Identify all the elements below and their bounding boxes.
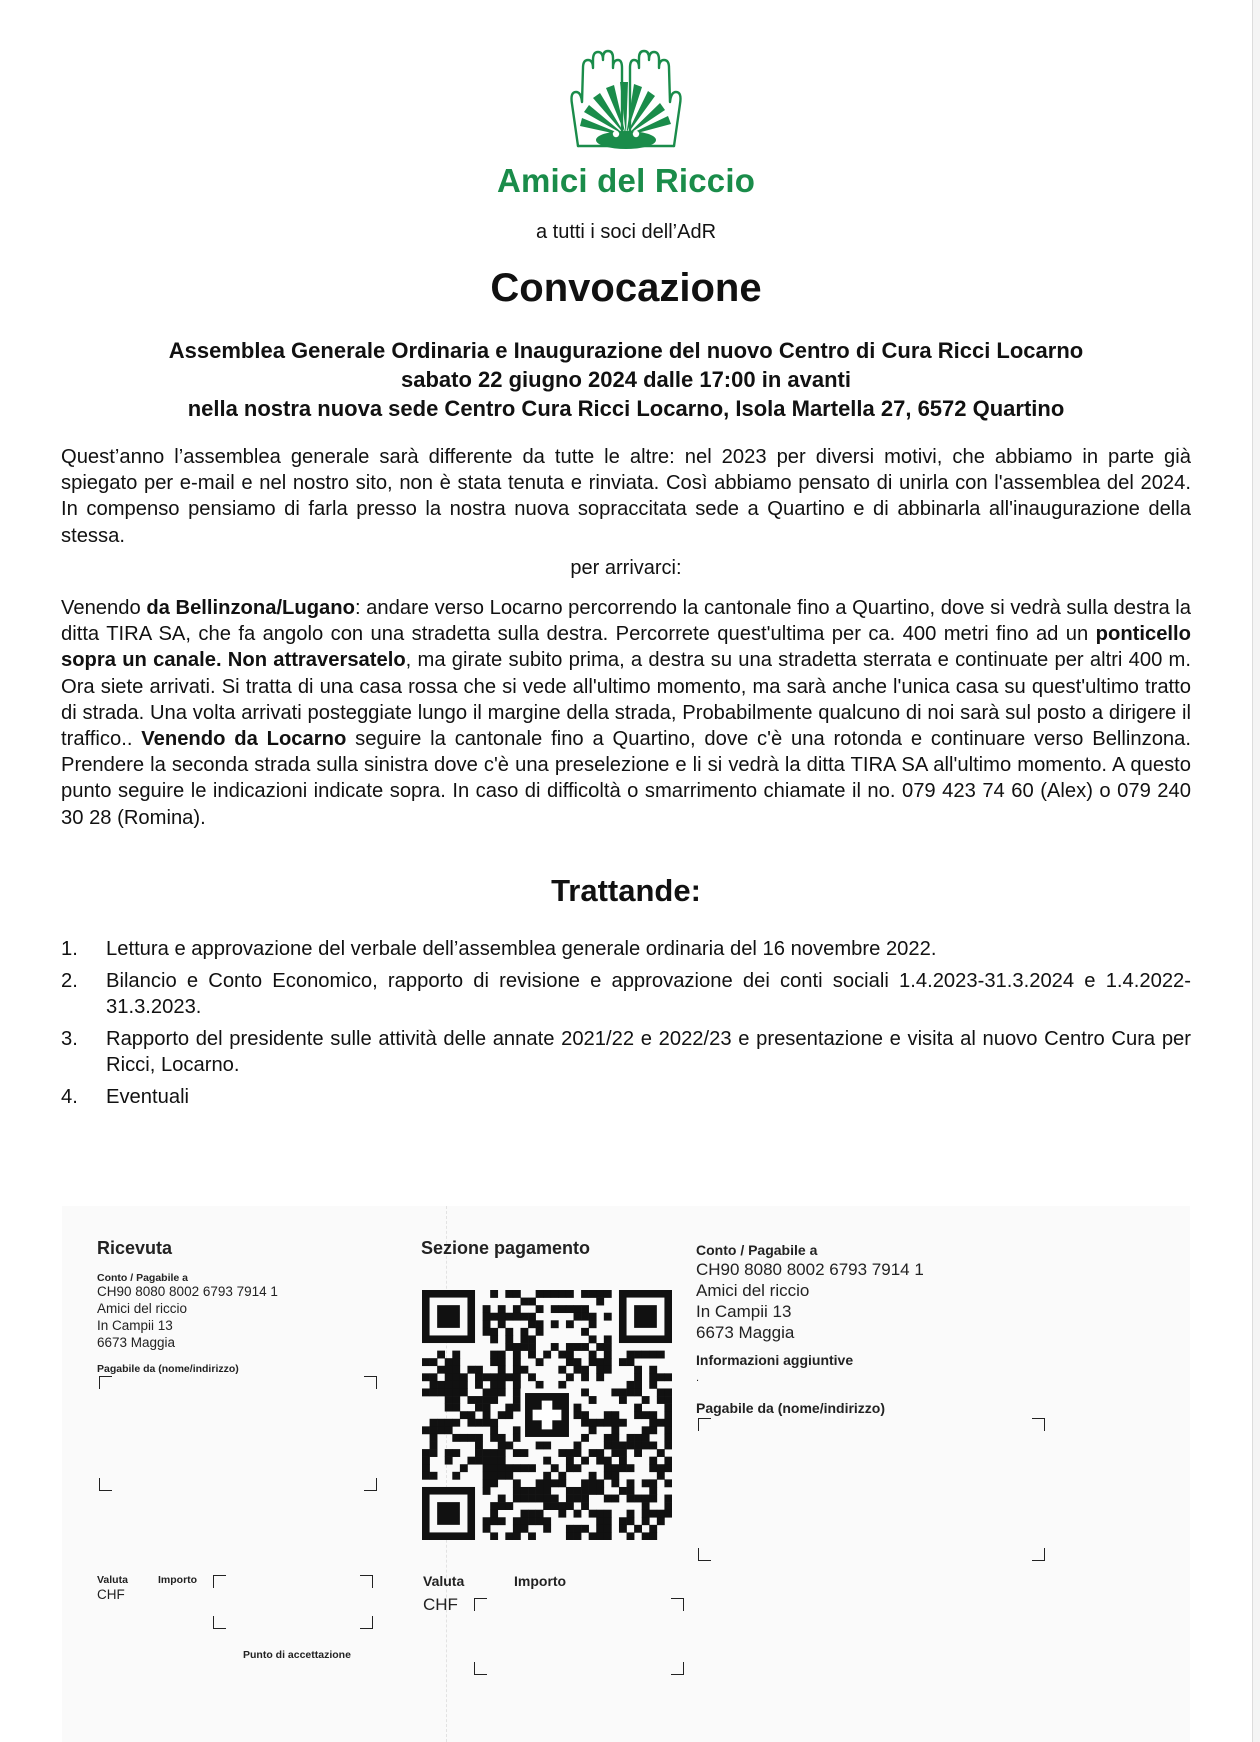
hands-hedgehog-logo-icon [556,48,696,158]
payment-amount-box-corner [474,1598,487,1611]
receipt-payer-box-corner [99,1478,112,1491]
directions-text: : andare verso Locarno percorrendo la cantonale fino a Quartino, dove si vedrà sulla destra la ditta TIRA SA, che fa angolo con una stradetta sulla destra. Percorrete quest'ultima per ca. 400 metri fino ad un [61,597,1191,646]
payment-currency: CHF [423,1595,458,1614]
details-payable-by-label: Pagabile da (nome/indirizzo) [696,1400,886,1416]
receipt-currency: CHF [97,1587,125,1602]
agenda-item [61,1026,1191,1078]
agenda-number: 4. [61,1086,78,1108]
receipt-creditor-name: Amici del riccio [97,1301,188,1316]
agenda-text: Eventuali [106,1086,190,1108]
agenda-list [61,936,1191,1116]
receipt-iban: CH90 8080 8002 6793 7914 1 [97,1284,278,1299]
logo [0,48,1252,200]
directions-paragraph [61,595,1191,831]
details-creditor-street: In Campii 13 [696,1302,792,1321]
logo-text: Amici del Riccio [496,162,756,199]
receipt-title: Ricevuta [97,1238,173,1258]
agenda-title: Trattande: [551,873,701,908]
details-payer-box-corner [1032,1548,1045,1561]
details-additional-info-label: Informazioni aggiuntive [696,1352,854,1368]
details-additional-info-value: . [696,1372,700,1384]
receipt-account-label: Conto / Pagabile a [97,1272,189,1284]
intro-paragraph: Quest’anno l’assemblea generale sarà differente da tutte le altre: nel 2023 per diversi motivi, che abbiamo in parte già spiegato per e-mail e nel nostro sito, non è stata tenuta e rinviata. Così abbiamo pensato di unirla con l'assemblea del 2024. In compenso pensiamo di farla presso la nostra nuova sopraccitata sede a Quartino e di abbinarla all'inaugurazione della stessa. [61,446,1191,547]
receipt-amount-box-corner [213,1575,226,1588]
meeting-subtitle: Assemblea Generale Ordinaria e Inaugurazione del nuovo Centro di Cura Ricci Locarno [168,338,1084,363]
details-iban: CH90 8080 8002 6793 7914 1 [696,1260,924,1279]
qr-payment-slip [62,1206,1190,1742]
agenda-text: Rapporto del presidente sulle attività delle annate 2021/22 e 2022/23 e presentazione e visita al nuovo Centro Cura per Ricci, Locarno. [106,1028,1191,1076]
directions-text: , ma girate subito prima, a destra su una stradetta sterrata e continuate per altri 400 m. Ora siete arrivati. Si tratta di una casa rossa che si vede all'ultimo momento, ma sarà anche l'unica casa su quest'ultimo tratto di strada. Una volta arrivati posteggiate lungo il margine della strada, Probabilmente qualcuno di noi sarà sul posto a dirigere il traffico.. [61,649,1191,751]
meeting-details [60,336,1192,423]
details-payer-box-corner [1032,1418,1045,1431]
agenda-text: Bilancio e Conto Economico, rapporto di revisione e approvazione dei conti sociali 1.4.2023-31.3.2024 e 1.4.2022-31.3.2023. [106,970,1191,1018]
agenda-item [61,968,1191,1020]
agenda-number: 3. [61,1028,78,1050]
directions-heading: per arrivarci: [570,557,682,579]
receipt-payer-box-corner [364,1478,377,1491]
directions-warning: ponticello sopra un canale. Non attraversatelo [61,623,1191,672]
receipt-acceptance-label: Punto di accettazione [243,1649,351,1661]
payment-amount-label: Importo [514,1573,567,1589]
directions-origin-bellinzona: da Bellinzona/Lugano [146,597,355,619]
page-title: Convocazione [490,266,762,310]
payment-amount-box-corner [671,1598,684,1611]
recipients-line: a tutti i soci dell’AdR [535,221,717,243]
payment-amount-box-corner [671,1662,684,1675]
meeting-location: nella nostra nuova sede Centro Cura Ricci Locarno, Isola Martella 27, 6572 Quartino [187,396,1065,421]
swiss-qr-code-icon [422,1290,672,1540]
receipt-amount-label: Importo [158,1574,198,1586]
directions-text: seguire la cantonale fino a Quartino, dove c'è una rotonda e continuare verso Bellinzona. Prendere la seconda strada sulla sinistra dove c'è una preselezione e li si vedrà la ditta TIRA SA all'ultimo momento. A questo punto seguire le indicazioni indicate sopra. In caso di difficoltà o smarrimento chiamate il no. 079 423 74 60 (Alex) o 079 240 30 28 (Romina). [61,728,1191,829]
meeting-date: sabato 22 giugno 2024 dalle 17:00 in avanti [401,367,851,392]
receipt-currency-label: Valuta [97,1574,128,1586]
payment-section-title: Sezione pagamento [421,1238,591,1258]
agenda-item [61,1084,1191,1110]
receipt-payer-box-corner [364,1376,377,1389]
agenda-text: Lettura e approvazione del verbale dell’assemblea generale ordinaria del 16 novembre 2022. [106,938,937,960]
receipt-creditor-street: In Campii 13 [97,1318,173,1333]
directions-text: Venendo [61,597,147,619]
receipt-creditor-city: 6673 Maggia [97,1335,176,1350]
payment-currency-label: Valuta [423,1573,465,1589]
receipt-amount-box-corner [360,1616,373,1629]
receipt-amount-box-corner [213,1616,226,1629]
agenda-number: 1. [61,938,78,960]
receipt-payer-box-corner [99,1376,112,1389]
details-creditor-name: Amici del riccio [696,1281,810,1300]
details-creditor-city: 6673 Maggia [696,1323,795,1342]
details-account-label: Conto / Pagabile a [696,1242,818,1258]
agenda-item [61,936,1191,962]
agenda-number: 2. [61,970,78,992]
receipt-payable-by-label: Pagabile da (nome/indirizzo) [97,1363,239,1375]
directions-origin-locarno: Venendo da Locarno [141,728,347,751]
details-payer-box-corner [698,1418,711,1431]
payment-amount-box-corner [474,1662,487,1675]
receipt-amount-box-corner [360,1575,373,1588]
details-payer-box-corner [698,1548,711,1561]
